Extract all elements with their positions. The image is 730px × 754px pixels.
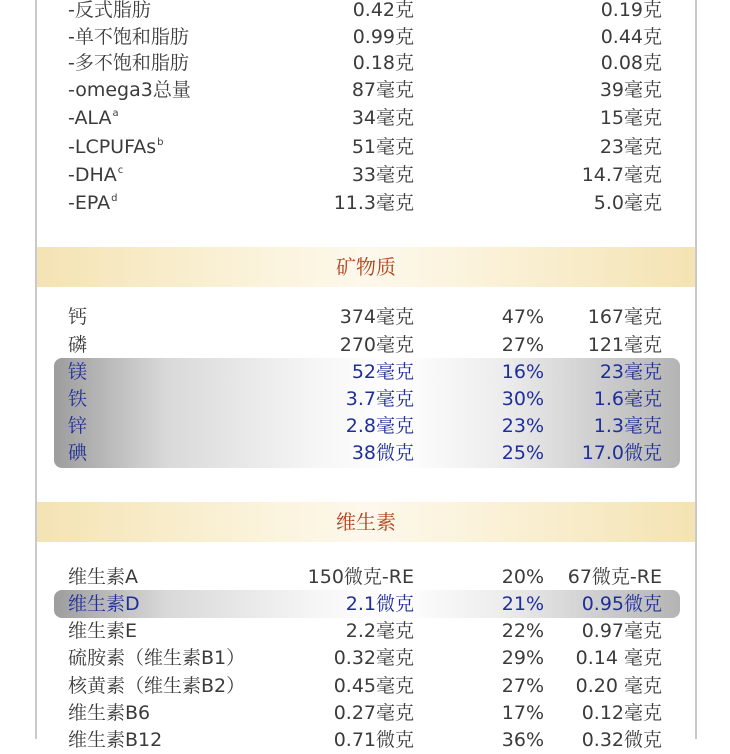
section-header-minerals [37, 247, 695, 287]
nutrient-name: 维生素D [68, 593, 140, 615]
nutrient-name: -EPA$^d$ [68, 192, 118, 214]
section-title: 矿物质 [336, 255, 396, 279]
table-row [37, 162, 695, 189]
per-100kj-value: 39毫克 [599, 79, 662, 101]
per-100kj-value: 0.19克 [600, 0, 662, 21]
table-row [37, 359, 695, 386]
per-100g-value: 0.32毫克 [333, 647, 414, 669]
per-100kj-value: 0.97毫克 [581, 620, 662, 642]
table-row [37, 190, 695, 217]
nutrient-name: 维生素A [68, 566, 138, 588]
nutrient-name: -omega3总量 [68, 79, 191, 101]
per-100kj-value: 15毫克 [599, 107, 662, 129]
per-100g-value: 2.8毫克 [345, 415, 414, 437]
per-100kj-value: 67微克-RE [567, 566, 662, 588]
per-100g-value: 0.42克 [352, 0, 414, 21]
per-100g-value: 0.45毫克 [333, 675, 414, 697]
nrv-value: 27% [501, 675, 544, 697]
nrv-value: 17% [501, 702, 544, 724]
per-100kj-value: 167毫克 [587, 306, 662, 328]
per-100g-value: 38微克 [351, 442, 414, 464]
table-row [37, 618, 695, 645]
nutrient-name: 碘 [68, 442, 88, 464]
nrv-value: 27% [501, 334, 544, 356]
table-row [37, 700, 695, 727]
per-100g-value: 270毫克 [339, 334, 414, 356]
per-100kj-value: 17.0微克 [581, 442, 662, 464]
table-row [37, 77, 695, 104]
nutrient-name: -单不饱和脂肪 [68, 26, 189, 48]
nrv-value: 16% [501, 361, 544, 383]
nutrient-name: -DHA$^c$ [68, 164, 124, 186]
table-row [37, 673, 695, 700]
per-100kj-value: 121毫克 [587, 334, 662, 356]
nrv-value: 25% [501, 442, 544, 464]
per-100kj-value: 1.3毫克 [593, 415, 662, 437]
per-100kj-value: 0.95微克 [581, 593, 662, 615]
per-100g-value: 0.18克 [352, 52, 414, 74]
table-row [37, 591, 695, 618]
nrv-value: 22% [501, 620, 544, 642]
section-header-vitamins [37, 502, 695, 542]
per-100g-value: 11.3毫克 [333, 192, 414, 214]
per-100g-value: 2.2毫克 [345, 620, 414, 642]
nutrient-name: 维生素B12 [68, 729, 163, 751]
table-row [37, 304, 695, 331]
table-row [37, 24, 695, 51]
nutrient-name: -LCPUFAs$^b$ [68, 136, 164, 158]
table-row [37, 440, 695, 467]
per-100kj-value: 23毫克 [599, 136, 662, 158]
section-title: 维生素 [336, 510, 396, 534]
nutrient-name: 维生素E [68, 620, 138, 642]
table-right-border [695, 0, 697, 739]
per-100kj-value: 0.44克 [600, 26, 662, 48]
nrv-value: 21% [501, 593, 544, 615]
per-100g-value: 87毫克 [351, 79, 414, 101]
per-100g-value: 33毫克 [351, 164, 414, 186]
per-100kj-value: 0.14 毫克 [575, 647, 662, 669]
nrv-value: 29% [501, 647, 544, 669]
nutrient-name: -多不饱和脂肪 [68, 52, 189, 74]
table-row [37, 332, 695, 359]
per-100g-value: 2.1微克 [345, 593, 414, 615]
table-row [37, 105, 695, 132]
nrv-value: 20% [501, 566, 544, 588]
per-100g-value: 52毫克 [351, 361, 414, 383]
table-row [37, 645, 695, 672]
table-row [37, 386, 695, 413]
per-100g-value: 0.99克 [352, 26, 414, 48]
nutrient-name: 磷 [68, 334, 88, 356]
per-100g-value: 374毫克 [339, 306, 414, 328]
nutrient-name: 铁 [68, 388, 88, 410]
table-row [37, 564, 695, 591]
per-100g-value: 34毫克 [351, 107, 414, 129]
table-row [37, 50, 695, 77]
per-100kj-value: 0.32微克 [581, 729, 662, 751]
per-100kj-value: 0.12毫克 [581, 702, 662, 724]
nutrient-name: 维生素B6 [68, 702, 151, 724]
per-100kj-value: 0.20 毫克 [575, 675, 662, 697]
nutrient-name: 钙 [68, 306, 88, 328]
per-100g-value: 0.27毫克 [333, 702, 414, 724]
table-row [37, 413, 695, 440]
nutrient-name: 核黄素（维生素B2） [68, 675, 246, 697]
per-100kj-value: 1.6毫克 [593, 388, 662, 410]
per-100g-value: 51毫克 [351, 136, 414, 158]
table-row [37, 134, 695, 161]
per-100kj-value: 5.0毫克 [593, 192, 662, 214]
per-100g-value: 150微克-RE [307, 566, 414, 588]
table-row [37, 727, 695, 754]
per-100g-value: 3.7毫克 [345, 388, 414, 410]
nrv-value: 30% [501, 388, 544, 410]
nutrient-name: 硫胺素（维生素B1） [68, 647, 246, 669]
per-100g-value: 0.71微克 [333, 729, 414, 751]
per-100kj-value: 23毫克 [599, 361, 662, 383]
per-100kj-value: 0.08克 [600, 52, 662, 74]
nrv-value: 47% [501, 306, 544, 328]
nrv-value: 36% [501, 729, 544, 751]
per-100kj-value: 14.7毫克 [581, 164, 662, 186]
nutrient-name: 镁 [68, 361, 88, 383]
nutrient-name: -ALA$^a$ [68, 107, 119, 129]
nutrient-name: -反式脂肪 [68, 0, 151, 21]
nrv-value: 23% [501, 415, 544, 437]
table-row [37, 0, 695, 24]
nutrient-name: 锌 [68, 415, 88, 437]
